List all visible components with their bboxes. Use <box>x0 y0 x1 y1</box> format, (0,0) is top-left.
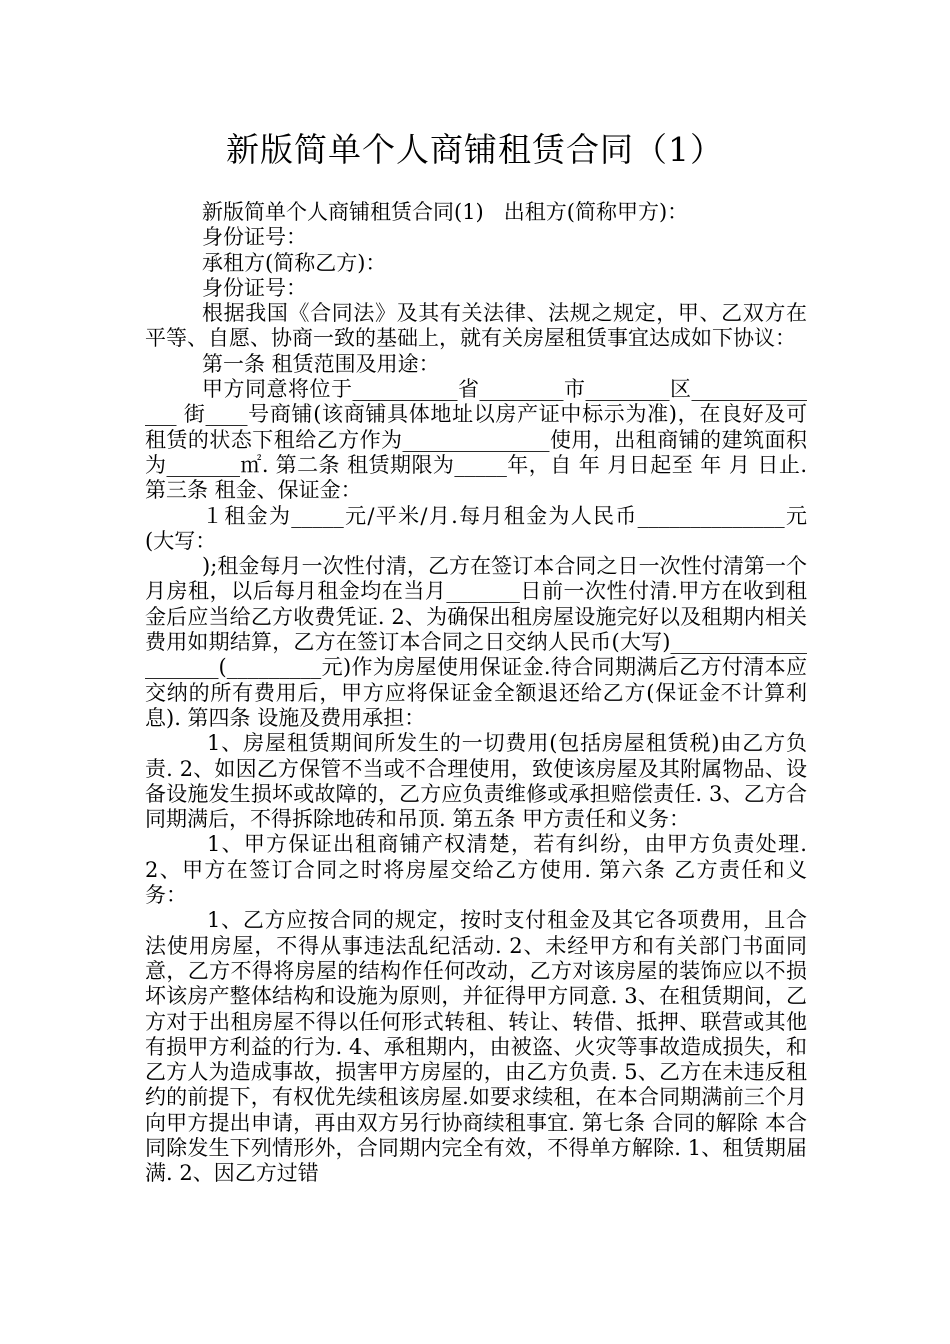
paragraph-intro: 新版简单个人商铺租赁合同(1) 出租方(简称甲方)： <box>202 200 689 224</box>
paragraph-preamble: 根据我国《合同法》及其有关法律、法规之规定，甲、乙双方在平等、自愿、协商一致的基础上，就有关房屋租赁事宜达成如下协议： <box>145 301 807 351</box>
paragraph-article-1-heading: 第一条 租赁范围及用途： <box>202 351 440 376</box>
paragraph-lessee: 承租方(简称乙方)： <box>202 250 387 275</box>
document-title: 新版简单个人商铺租赁合同（1） <box>226 130 724 169</box>
paragraph-lessee-id: 身份证号： <box>202 275 307 300</box>
paragraph-lessor-id: 身份证号： <box>202 225 307 250</box>
paragraph-article-6-body: 1、乙方应按合同的规定，按时支付租金及其它各项费用，且合法使用房屋，不得从事违法乱纪活动. 2、未经甲方和有关部门书面同意，乙方不得将房屋的结构作任何改动，乙方对该房屋的装饰应以不损坏该房产整体结构和设施为原则，并征得甲方同意. 3、在租赁期间，乙方对于出租房屋不得以任何形式转租、转让、转借、抵押、联营或其他有损甲方利益的行为. 4、承租期内，由被盗、火灾等事故造成损失，和乙方人为造成事故，损害甲方房屋的，由乙方负责. 5、乙方在未违反租约的前提下，有权优先续租该房屋.如要求续租，在本合同期满前三个月向甲方提出申请，再由双方另行协商续租事宜. 第七条 合同的解除 本合同除发生下列情形外，合同期内完全有效，不得单方解除. 1、租赁期届满. 2、因乙方过错 <box>145 908 807 1186</box>
document-body <box>145 200 814 1187</box>
paragraph-rent: １租金为_____元/平米/月.每月租金为人民币______________元(大写： <box>145 503 807 553</box>
paragraph-article-4-body: 1、房屋租赁期间所发生的一切费用(包括房屋租赁税)由乙方负责. 2、如因乙方保管不当或不合理使用，致使该房屋及其附属物品、设备设施发生损坏或故障的，乙方应负责维修或承担赔偿责任. 3、乙方合同期满后，不得拆除地砖和吊顶. 第五条 甲方责任和义务： <box>145 731 807 832</box>
paragraph-article-1-body: 甲方同意将位于__________省________市________区______________ 街____号商铺(该商铺具体地址以房产证中标示为准)，在良好及可租赁的状态下租给乙方作为______________使用，出租商铺的建筑面积为_______㎡. 第二条 租赁期限为_____年，自 年 月日起至 年 月 日止. 第三条 租金、保证金： <box>145 377 814 503</box>
paragraph-rent-payment: );租金每月一次性付清，乙方在签订本合同之日一次性付清第一个月房租，以后每月租金均在当月_______日前一次性付清.甲方在收到租金后应当给乙方收费凭证. 2、为确保出租房屋设施完好以及租期内相关费用如期结算，乙方在签订本合同之日交纳人民币(大写)____________________(_________元)作为房屋使用保证金.待合同期满后乙方付清本应交纳的所有费用后，甲方应将保证金全额退还给乙方(保证金不计算利息). 第四条 设施及费用承担： <box>145 554 807 730</box>
paragraph-article-5-body: 1、甲方保证出租商铺产权清楚，若有纠纷，由甲方负责处理. 2、甲方在签订合同之时将房屋交给乙方使用. 第六条 乙方责任和义务： <box>145 832 814 908</box>
